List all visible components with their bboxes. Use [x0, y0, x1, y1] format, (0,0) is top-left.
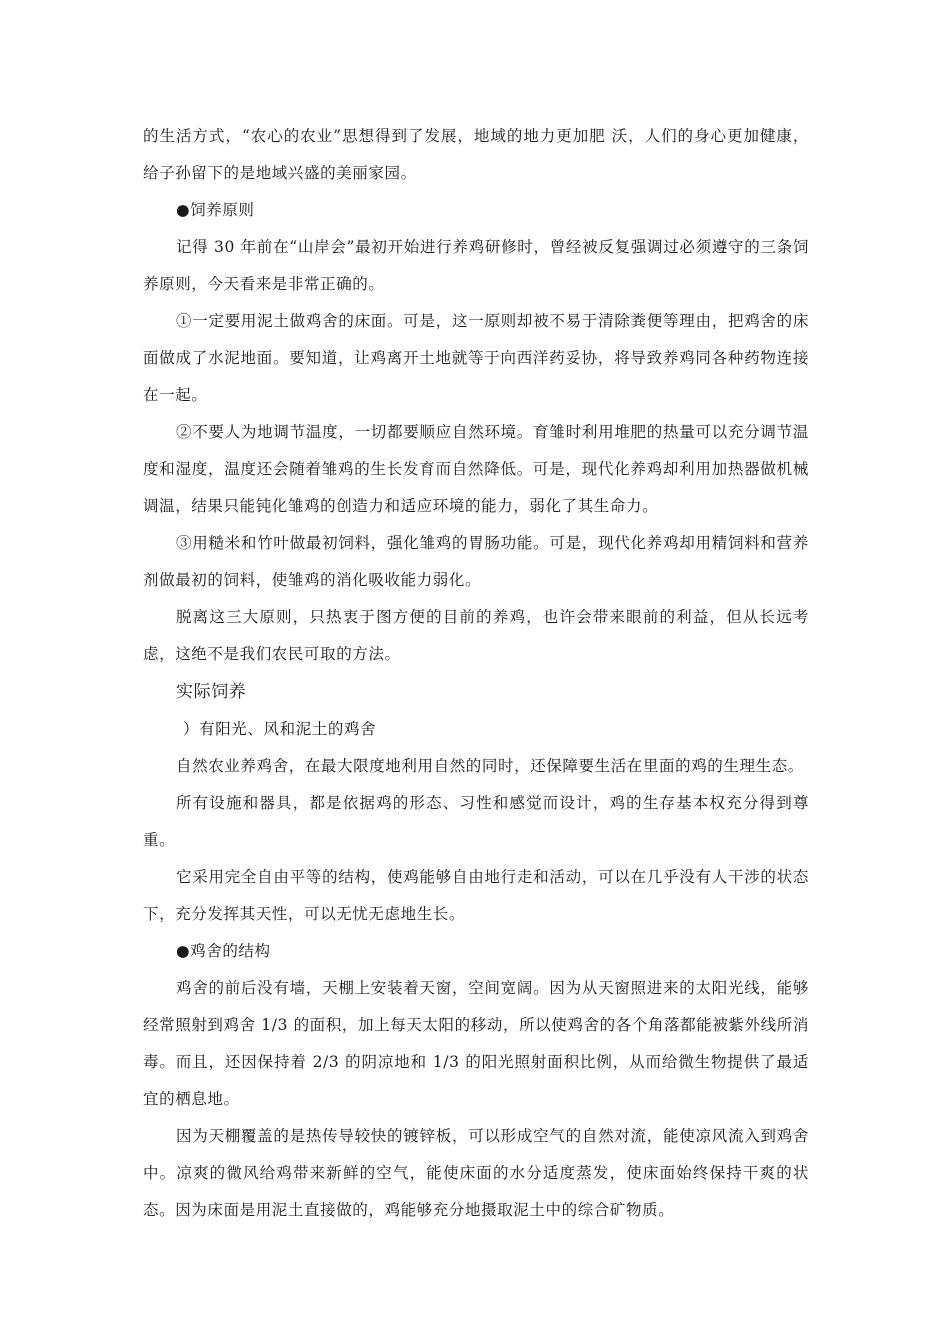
paragraph-principle-3: ③用糙米和竹叶做最初饲料，强化雏鸡的胃肠功能。可是，现代化养鸡却用精饲料和营养剂做最初的饲料，使雏鸡的消化吸收能力弱化。	[143, 534, 809, 589]
paragraph-principle-1: ①一定要用泥土做鸡舍的床面。可是，这一原则却被不易于清除粪便等理由，把鸡舍的床面做成了水泥地面。要知道，让鸡离开土地就等于向西洋药妥协，将导致养鸡同各种药物连接在一起。	[143, 312, 809, 404]
subheading-coop: ）有阳光、风和泥土的鸡舍	[183, 720, 377, 738]
heading-feeding-principles: ●饲养原则	[176, 201, 255, 219]
heading-practical-feeding: 实际饲养	[176, 682, 247, 702]
heading-coop-structure: ●鸡舍的结构	[176, 942, 271, 960]
paragraph-coop-3: 它采用完全自由平等的结构，使鸡能够自由地行走和活动，可以在几乎没有人干涉的状态下，充分发挥其天性，可以无忧无虑地生长。	[143, 868, 809, 923]
document-body	[143, 118, 809, 1229]
paragraph-principles-intro: 记得 30 年前在“山岸会”最初开始进行养鸡研修时，曾经被反复强调过必须遵守的三条饲养原则，今天看来是非常正确的。	[143, 238, 809, 293]
paragraph-coop-1: 自然农业养鸡舍，在最大限度地利用自然的同时，还保障要生活在里面的鸡的生理生态。	[176, 757, 804, 775]
paragraph-principles-summary: 脱离这三大原则，只热衷于图方便的目前的养鸡，也许会带来眼前的利益，但从长远考虑，这绝不是我们农民可取的方法。	[143, 608, 809, 663]
paragraph-continuation: 的生活方式，“农心的农业”思想得到了发展，地域的地力更加肥 沃，人们的身心更加健康，给子孙留下的是地域兴盛的美丽家园。	[143, 127, 809, 182]
paragraph-structure-1: 鸡舍的前后没有墙，天棚上安装着天窗，空间宽阔。因为从天窗照进来的太阳光线，能够经常照射到鸡舍 1/3 的面积，加上每天太阳的移动，所以使鸡舍的各个角落都能被紫外线所消毒。而且，还因保持着 2/3 的阴凉地和 1/3 的阳光照射面积比例，从而给微生物提供了最适宜的栖息地。	[143, 979, 809, 1108]
paragraph-principle-2: ②不要人为地调节温度，一切都要顺应自然环境。育雏时利用堆肥的热量可以充分调节温度和湿度，温度还会随着雏鸡的生长发育而自然降低。可是，现代化养鸡却利用加热器做机械调温，结果只能钝化雏鸡的创造力和适应环境的能力，弱化了其生命力。	[143, 423, 809, 515]
paragraph-structure-2: 因为天棚覆盖的是热传导较快的镀锌板，可以形成空气的自然对流，能使凉风流入到鸡舍中。凉爽的微风给鸡带来新鲜的空气，能使床面的水分适度蒸发，使床面始终保持干爽的状态。因为床面是用泥土直接做的，鸡能够充分地摄取泥土中的综合矿物质。	[143, 1127, 809, 1219]
paragraph-coop-2: 所有设施和器具，都是依据鸡的形态、习性和感觉而设计，鸡的生存基本权充分得到尊重。	[143, 794, 809, 849]
